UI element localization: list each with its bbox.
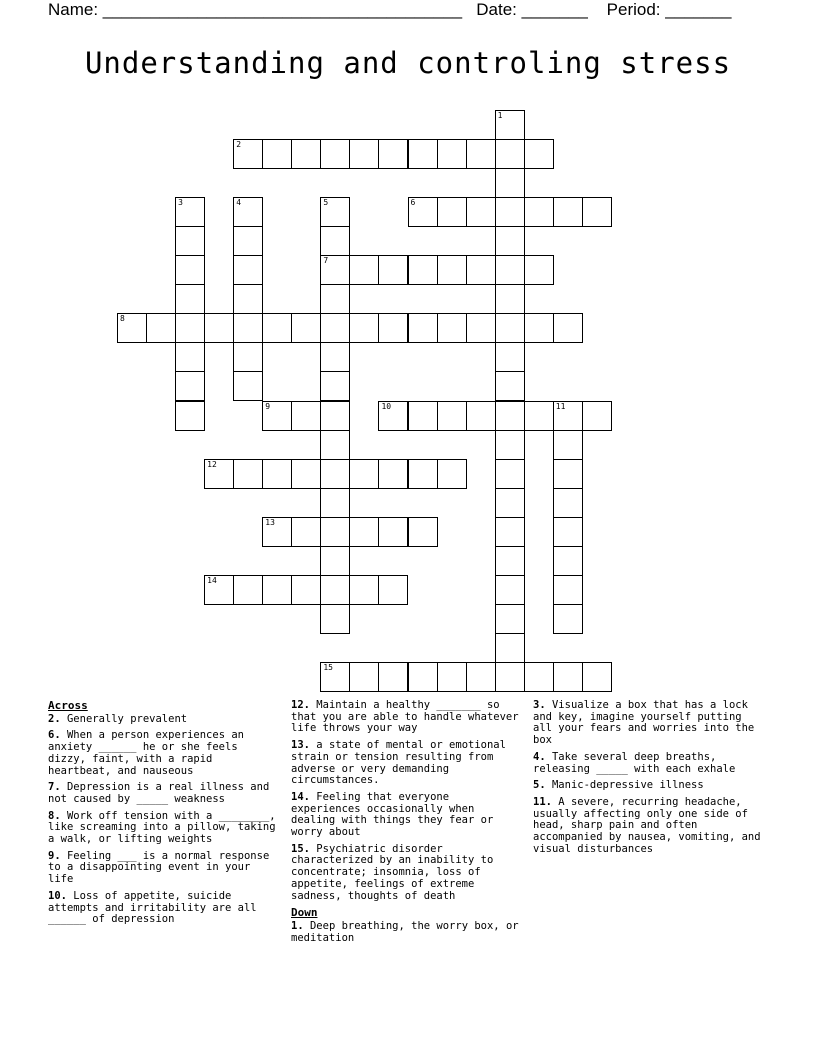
grid-cell[interactable] — [495, 604, 525, 634]
clue-number: 6. — [48, 729, 61, 742]
clue-number: 10. — [48, 889, 67, 902]
grid-cell[interactable] — [262, 575, 292, 605]
clue-number: 11. — [533, 795, 552, 808]
cell-number: 4 — [236, 198, 242, 208]
clue-number: 14. — [291, 790, 310, 803]
grid-cell[interactable] — [408, 255, 438, 285]
grid-cell[interactable] — [291, 313, 321, 343]
grid-cell[interactable] — [408, 517, 438, 547]
grid-cell[interactable] — [233, 575, 263, 605]
clue-item — [48, 730, 280, 777]
grid-cell[interactable] — [320, 313, 350, 343]
grid-cell[interactable] — [291, 575, 321, 605]
cell-number: 6 — [410, 198, 416, 208]
grid-cell[interactable] — [233, 197, 263, 227]
cell-number: 1 — [497, 111, 503, 120]
clue-text: Deep breathing, the worry box, or meditation — [291, 919, 519, 944]
clue-item — [291, 792, 523, 839]
clue-text: Manic-depressive illness — [551, 779, 704, 792]
clue-item — [48, 891, 280, 926]
cell-number: 13 — [265, 517, 275, 527]
grid-cell[interactable] — [320, 662, 350, 692]
grid-cell[interactable] — [262, 401, 292, 431]
grid-cell[interactable] — [320, 575, 350, 605]
grid-cell[interactable] — [262, 313, 292, 343]
grid-cell[interactable] — [204, 313, 234, 343]
clue-item — [48, 851, 280, 886]
grid-cell[interactable] — [378, 255, 408, 285]
grid-cell[interactable] — [466, 255, 496, 285]
grid-cell[interactable] — [553, 662, 583, 692]
clue-number: 9. — [48, 849, 61, 862]
clue-column-3 — [533, 700, 765, 860]
grid-cell[interactable] — [495, 662, 525, 692]
grid-cell[interactable] — [495, 371, 525, 401]
grid-cell[interactable] — [349, 459, 379, 489]
grid-cell[interactable] — [524, 401, 554, 431]
grid-cell[interactable] — [466, 313, 496, 343]
grid-cell[interactable] — [582, 401, 612, 431]
cell-number: 8 — [120, 314, 125, 324]
clue-item — [291, 844, 523, 903]
grid-cell[interactable] — [495, 401, 525, 431]
grid-cell[interactable] — [233, 342, 263, 372]
grid-cell[interactable] — [553, 488, 583, 518]
cell-number: 10 — [381, 401, 392, 411]
grid-cell[interactable] — [291, 517, 321, 547]
clue-text: Take several deep breaths, releasing _____ with each exhale — [533, 750, 736, 775]
clue-text: Feeling ___ is a normal response to a disappointing event in your life — [48, 849, 270, 886]
grid-cell[interactable] — [378, 401, 408, 431]
grid-cell[interactable] — [553, 313, 583, 343]
grid-cell[interactable] — [466, 662, 496, 692]
clue-item — [533, 700, 765, 747]
clue-text: a state of mental or emotional strain or tension resulting from adverse or very demanding circumstances. — [291, 739, 506, 787]
grid-cell[interactable] — [495, 546, 525, 576]
down-heading: Down — [291, 906, 318, 920]
grid-cell[interactable] — [495, 139, 525, 169]
clue-number: 1. — [291, 919, 304, 932]
cell-number: 11 — [555, 401, 566, 411]
grid-cell[interactable] — [495, 197, 525, 227]
grid-cell[interactable] — [378, 313, 408, 343]
grid-cell[interactable] — [233, 255, 263, 285]
clue-number: 13. — [291, 739, 310, 752]
grid-cell[interactable] — [495, 633, 525, 663]
cell-number: 3 — [178, 198, 183, 208]
clue-column-1 — [48, 700, 280, 931]
page-title: Understanding and controling stress — [84, 46, 732, 80]
grid-cell[interactable] — [204, 459, 234, 489]
grid-cell[interactable] — [553, 575, 583, 605]
grid-cell[interactable] — [291, 401, 321, 431]
grid-cell[interactable] — [553, 430, 583, 460]
clue-text: When a person experiences an anxiety ______ he or she feels dizzy, faint, with a rapid heartbeat, and nauseous — [48, 729, 244, 777]
grid-cell[interactable] — [495, 459, 525, 489]
grid-cell[interactable] — [553, 604, 583, 634]
grid-cell[interactable] — [524, 139, 554, 169]
clue-column-2 — [291, 700, 523, 949]
grid-cell[interactable] — [320, 546, 350, 576]
clue-item — [291, 700, 523, 735]
grid-cell[interactable] — [437, 313, 467, 343]
grid-cell[interactable] — [408, 139, 438, 169]
cell-number: 2 — [236, 140, 242, 150]
clue-number: 7. — [48, 781, 61, 794]
grid-cell[interactable] — [466, 139, 496, 169]
grid-cell[interactable] — [495, 284, 525, 314]
grid-cell[interactable] — [553, 459, 583, 489]
grid-cell[interactable] — [437, 459, 467, 489]
grid-cell[interactable] — [233, 139, 263, 169]
grid-cell[interactable] — [320, 401, 350, 431]
grid-cell[interactable] — [495, 255, 525, 285]
grid-cell[interactable] — [320, 255, 350, 285]
grid-cell[interactable] — [437, 401, 467, 431]
grid-cell[interactable] — [320, 488, 350, 518]
grid-cell[interactable] — [582, 662, 612, 692]
clue-item — [48, 782, 280, 805]
grid-cell[interactable] — [524, 255, 554, 285]
grid-cell[interactable] — [349, 313, 379, 343]
grid-cell[interactable] — [204, 575, 234, 605]
clue-number: 8. — [48, 809, 61, 822]
grid-cell[interactable] — [408, 313, 438, 343]
clue-text: Visualize a box that has a lock and key, imagine yourself putting all your fears and worries into the box — [533, 699, 755, 747]
grid-cell[interactable] — [466, 401, 496, 431]
grid-cell[interactable] — [175, 197, 205, 227]
grid-cell[interactable] — [349, 139, 379, 169]
clue-number: 2. — [48, 712, 61, 725]
grid-cell[interactable] — [495, 575, 525, 605]
name-date-period-line: Name: ______________________________________ Date: _______ Period: _______ — [48, 0, 732, 19]
clue-text: Depression is a real illness and not caused by _____ weakness — [48, 781, 270, 805]
grid-cell[interactable] — [349, 575, 379, 605]
grid-cell[interactable] — [495, 168, 525, 198]
grid-cell[interactable] — [466, 197, 496, 227]
grid-cell[interactable] — [175, 313, 205, 343]
grid-cell[interactable] — [320, 371, 350, 401]
grid-cell[interactable] — [320, 226, 350, 256]
grid-cell[interactable] — [175, 226, 205, 256]
grid-cell[interactable] — [378, 459, 408, 489]
grid-cell[interactable] — [582, 197, 612, 227]
grid-cell[interactable] — [437, 197, 467, 227]
grid-cell[interactable] — [320, 459, 350, 489]
grid-cell[interactable] — [378, 517, 408, 547]
clue-item — [533, 797, 765, 856]
clue-item — [291, 740, 523, 787]
grid-cell[interactable] — [495, 313, 525, 343]
grid-cell[interactable] — [495, 226, 525, 256]
grid-cell[interactable] — [495, 342, 525, 372]
grid-cell[interactable] — [175, 342, 205, 372]
cell-number: 7 — [323, 256, 329, 266]
grid-cell[interactable] — [291, 139, 321, 169]
grid-cell[interactable] — [320, 517, 350, 547]
grid-cell[interactable] — [495, 110, 525, 140]
clue-item — [291, 921, 523, 944]
clue-text: Work off tension with a ________, like screaming into a pillow, taking a walk, or lifting weights — [48, 809, 276, 846]
grid-cell[interactable] — [175, 255, 205, 285]
cell-number: 15 — [323, 662, 333, 672]
clue-number: 12. — [291, 699, 310, 711]
grid-cell[interactable] — [495, 430, 525, 460]
across-heading: Across — [48, 699, 88, 712]
grid-cell[interactable] — [349, 662, 379, 692]
clue-text: Loss of appetite, suicide attempts and irritability are all ______ of depression — [48, 889, 257, 926]
clue-number: 15. — [291, 842, 310, 855]
grid-cell[interactable] — [291, 459, 321, 489]
clue-text: A severe, recurring headache, usually affecting only one side of head, sharp pain and often accompanied by nausea, vomiting, and visual disturbances — [533, 795, 761, 855]
grid-cell[interactable] — [495, 517, 525, 547]
clue-text: Generally prevalent — [66, 712, 188, 725]
grid-cell[interactable] — [320, 284, 350, 314]
grid-cell[interactable] — [524, 662, 554, 692]
cell-number: 14 — [207, 575, 217, 585]
grid-cell[interactable] — [262, 139, 292, 169]
grid-cell[interactable] — [146, 313, 176, 343]
grid-cell[interactable] — [524, 313, 554, 343]
grid-cell[interactable] — [408, 662, 438, 692]
grid-cell[interactable] — [524, 197, 554, 227]
grid-cell[interactable] — [408, 401, 438, 431]
grid-cell[interactable] — [233, 459, 263, 489]
clue-item — [48, 714, 280, 726]
grid-cell[interactable] — [262, 517, 292, 547]
grid-cell[interactable] — [320, 430, 350, 460]
cell-number: 12 — [207, 459, 217, 469]
clue-text: Feeling that everyone experiences occasionally when dealing with things they fear or worry about — [291, 790, 494, 839]
grid-cell[interactable] — [320, 604, 350, 634]
grid-cell[interactable] — [349, 517, 379, 547]
grid-cell[interactable] — [233, 313, 263, 343]
grid-cell[interactable] — [175, 284, 205, 314]
grid-cell[interactable] — [349, 255, 379, 285]
cell-number: 9 — [265, 401, 271, 411]
grid-cell[interactable] — [553, 197, 583, 227]
grid-cell[interactable] — [233, 371, 263, 401]
cell-number: 5 — [323, 198, 329, 208]
grid-cell[interactable] — [233, 226, 263, 256]
grid-cell[interactable] — [553, 517, 583, 547]
grid-cell[interactable] — [437, 662, 467, 692]
grid-cell[interactable] — [408, 197, 438, 227]
clue-text: Maintain a healthy _______ so that you are able to handle whatever life throws your way — [291, 699, 519, 735]
grid-cell[interactable] — [437, 255, 467, 285]
grid-cell[interactable] — [553, 401, 583, 431]
clue-item — [533, 752, 765, 775]
grid-cell[interactable] — [320, 342, 350, 372]
grid-cell[interactable] — [175, 401, 205, 431]
grid-cell[interactable] — [495, 488, 525, 518]
clue-number: 4. — [533, 750, 546, 763]
clue-number: 5. — [533, 779, 546, 792]
grid-cell[interactable] — [408, 459, 438, 489]
grid-cell[interactable] — [175, 371, 205, 401]
grid-cell[interactable] — [553, 546, 583, 576]
grid-cell[interactable] — [320, 197, 350, 227]
clue-item — [48, 811, 280, 846]
grid-cell[interactable] — [378, 662, 408, 692]
clue-item — [533, 780, 765, 792]
grid-cell[interactable] — [117, 313, 147, 343]
clue-text: Psychiatric disorder characterized by an inability to concentrate; insomnia, loss of appetite, feelings of extreme sadness, thoughts of death — [291, 842, 494, 902]
grid-cell[interactable] — [262, 459, 292, 489]
grid-cell[interactable] — [320, 139, 350, 169]
grid-cell[interactable] — [233, 284, 263, 314]
grid-cell[interactable] — [378, 139, 408, 169]
grid-cell[interactable] — [437, 139, 467, 169]
grid-cell[interactable] — [378, 575, 408, 605]
clue-number: 3. — [533, 699, 546, 711]
